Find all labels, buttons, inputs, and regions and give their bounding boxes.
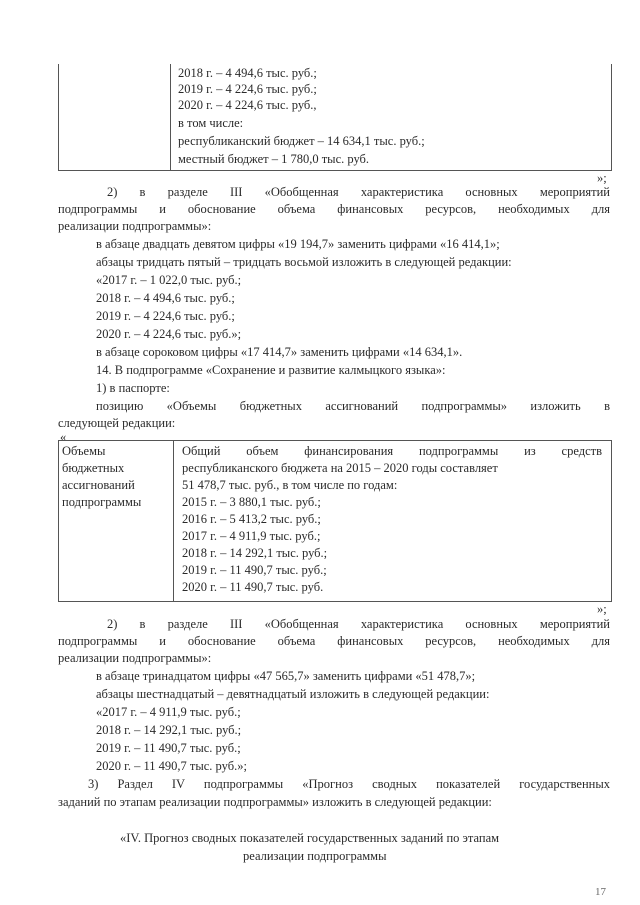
paragraph-line: 3) Раздел IV подпрограммы «Прогноз сводных показателей государственных: [88, 777, 610, 791]
section-heading-line: реализации подпрограммы»:: [58, 219, 212, 233]
paragraph-line: 2018 г. – 4 494,6 тыс. руб.;: [96, 291, 235, 305]
table1-line: 2018 г. – 4 494,6 тыс. руб.;: [178, 66, 317, 80]
paragraph-line: в абзаце тринадцатом цифры «47 565,7» заменить цифрами «51 478,7»;: [96, 669, 476, 683]
paragraph-line: 2020 г. – 11 490,7 тыс. руб.»;: [96, 759, 247, 773]
table2-value-line: 2015 г. – 3 880,1 тыс. руб.;: [182, 495, 321, 509]
table1-line: республиканский бюджет – 14 634,1 тыс. руб.;: [178, 134, 425, 148]
paragraph-line: «2017 г. – 1 022,0 тыс. руб.;: [96, 273, 242, 287]
table-column-divider: [173, 440, 174, 601]
paragraph-line: 2020 г. – 4 224,6 тыс. руб.»;: [96, 327, 242, 341]
page-number: 17: [595, 886, 606, 898]
table-column-divider: [170, 64, 171, 170]
paragraph-line: 14. В подпрограмме «Сохранение и развитие калмыцкого языка»:: [96, 363, 446, 377]
table2-value-line: республиканского бюджета на 2015 – 2020 годы составляет: [182, 461, 498, 475]
section-heading-line: подпрограммы и обоснование объема финансовых ресурсов, необходимых для: [58, 634, 610, 648]
table2-value-line: 2018 г. – 14 292,1 тыс. руб.;: [182, 546, 328, 560]
table2-value-line: Общий объем финансирования подпрограммы из средств: [182, 444, 602, 458]
table2-label: бюджетных: [62, 461, 125, 475]
paragraph-line: следующей редакции:: [58, 416, 176, 430]
table2-value-line: 2019 г. – 11 490,7 тыс. руб.;: [182, 563, 327, 577]
section-heading-line: 2) в разделе III «Обобщенная характеристика основных мероприятий: [107, 617, 610, 631]
table1-line: 2019 г. – 4 224,6 тыс. руб.;: [178, 82, 317, 96]
table2-label: Объемы: [62, 444, 106, 458]
table2-value-line: 2020 г. – 11 490,7 тыс. руб.: [182, 580, 324, 594]
table2-value-line: 2016 г. – 5 413,2 тыс. руб.;: [182, 512, 321, 526]
table2-closing-quote: »;: [597, 602, 607, 616]
table2-label: подпрограммы: [62, 495, 142, 509]
table1-line: в том числе:: [178, 116, 244, 130]
paragraph-line: заданий по этапам реализации подпрограммы» изложить в следующей редакции:: [58, 795, 492, 809]
paragraph-line: абзацы шестнадцатый – девятнадцатый изложить в следующей редакции:: [96, 687, 490, 701]
table1-line: 2020 г. – 4 224,6 тыс. руб.,: [178, 98, 317, 112]
table2-label: ассигнований: [62, 478, 135, 492]
paragraph-line: 2018 г. – 14 292,1 тыс. руб.;: [96, 723, 242, 737]
table2-opening-quote: «: [60, 430, 67, 444]
table1-line: местный бюджет – 1 780,0 тыс. руб.: [178, 152, 370, 166]
table2-value-line: 2017 г. – 4 911,9 тыс. руб.;: [182, 529, 321, 543]
table2-value-line: 51 478,7 тыс. руб., в том числе по годам:: [182, 478, 398, 492]
section-heading-line: 2) в разделе III «Обобщенная характеристика основных мероприятий: [107, 185, 610, 199]
paragraph-line: в абзаце двадцать девятом цифры «19 194,7» заменить цифрами «16 414,1»;: [96, 237, 500, 251]
paragraph-line: позицию «Объемы бюджетных ассигнований подпрограммы» изложить в: [96, 399, 610, 413]
paragraph-line: 2019 г. – 11 490,7 тыс. руб.;: [96, 741, 241, 755]
table1-closing-quote: »;: [597, 171, 607, 185]
paragraph-line: в абзаце сороковом цифры «17 414,7» заменить цифрами «14 634,1».: [96, 345, 463, 359]
paragraph-line: «2017 г. – 4 911,9 тыс. руб.;: [96, 705, 241, 719]
section-heading-line: подпрограммы и обоснование объема финансовых ресурсов, необходимых для: [58, 202, 610, 216]
paragraph-line: абзацы тридцать пятый – тридцать восьмой изложить в следующей редакции:: [96, 255, 512, 269]
paragraph-line: 1) в паспорте:: [96, 381, 170, 395]
section-title: реализации подпрограммы: [243, 849, 387, 863]
section-title: «IV. Прогноз сводных показателей государственных заданий по этапам: [120, 831, 500, 845]
section-heading-line: реализации подпрограммы»:: [58, 651, 212, 665]
paragraph-line: 2019 г. – 4 224,6 тыс. руб.;: [96, 309, 235, 323]
